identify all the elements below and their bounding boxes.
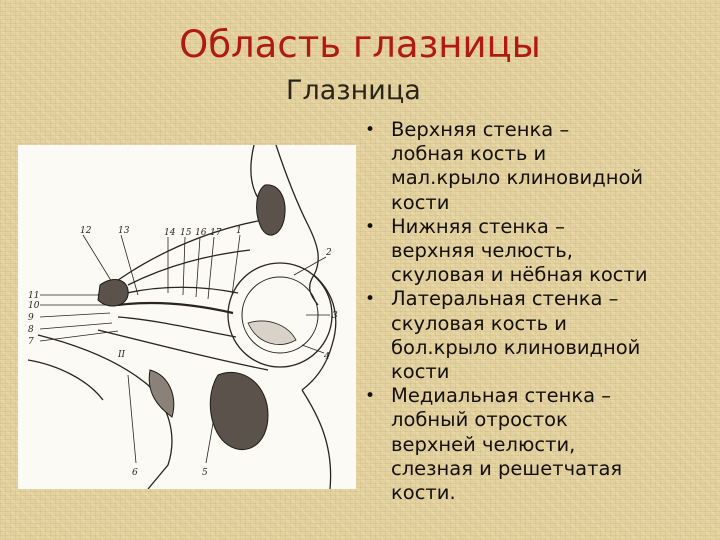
figure-label-II: II xyxy=(118,350,126,360)
slide-subtitle: Глазница xyxy=(286,75,421,106)
bullet-superior-wall xyxy=(362,118,712,215)
pterygoid-contour xyxy=(28,360,103,400)
bullet-marker: • xyxy=(365,289,376,310)
bullet-line: Нижняя стенка – xyxy=(391,214,565,238)
bullet-line: верхней челюсти, xyxy=(391,432,576,456)
figure-label-11: 11 xyxy=(28,291,40,301)
bullet-line: бол.крыло клиновидной xyxy=(391,335,641,359)
slide-title: Область глазницы xyxy=(179,23,541,66)
figure-label-4: 4 xyxy=(324,352,330,362)
figure-label-13: 13 xyxy=(118,226,130,236)
inferior-rectus xyxy=(118,317,236,337)
bullet-medial-wall xyxy=(362,384,712,505)
orbit-section-drawing xyxy=(18,145,356,489)
eyelid-shading xyxy=(248,321,296,344)
maxilla-contour xyxy=(38,335,172,489)
figure-label-5: 5 xyxy=(202,468,208,478)
bullet-line: верхняя челюсть, xyxy=(391,239,573,263)
bullet-marker: • xyxy=(365,216,376,237)
bullet-line: лобная кость и xyxy=(391,142,547,166)
palatine-bone xyxy=(149,370,174,417)
levator-muscle xyxy=(128,250,250,285)
optic-nerve xyxy=(118,303,233,313)
figure-label-9: 9 xyxy=(28,313,34,323)
figure-label-6: 6 xyxy=(132,468,138,478)
bullet-line: Верхняя стенка – xyxy=(391,118,570,141)
figure-label-7: 7 xyxy=(28,337,34,347)
cheek-contour xyxy=(302,390,331,489)
figure-label-14: 14 xyxy=(164,228,176,238)
figure-label-3: 3 xyxy=(332,311,338,321)
figure-label-16: 16 xyxy=(195,228,207,238)
bullet-line: кости. xyxy=(391,481,456,505)
bullet-inferior-wall xyxy=(362,215,712,288)
bullet-line: слезная и решетчатая xyxy=(391,456,623,480)
bullet-line: Латеральная стенка – xyxy=(391,287,619,311)
figure-label-2: 2 xyxy=(326,248,332,258)
figure-label-10: 10 xyxy=(28,301,40,311)
bullet-line: лобный отросток xyxy=(391,408,568,432)
figure-label-8: 8 xyxy=(28,325,34,335)
optic-canal xyxy=(98,280,128,306)
frontal-sinus xyxy=(257,185,285,235)
orbit-anatomy-illustration xyxy=(18,145,356,489)
bullet-line: кости xyxy=(391,360,450,384)
figure-label-17: 17 xyxy=(210,228,222,238)
bullet-line: кости xyxy=(391,190,450,214)
figure-label-12: 12 xyxy=(80,226,92,236)
bullet-line: Медиальная стенка – xyxy=(391,384,612,408)
orbit-walls-list xyxy=(362,118,712,505)
bullet-line: мал.крыло клиновидной xyxy=(391,166,644,190)
bullet-line: скуловая и нёбная кости xyxy=(391,263,648,287)
bullet-line: скуловая кость и xyxy=(391,311,567,335)
bullet-lateral-wall xyxy=(362,287,712,384)
eyelid-contour xyxy=(302,275,336,390)
maxillary-sinus xyxy=(210,372,268,449)
figure-label-1: 1 xyxy=(236,226,242,236)
figure-label-15: 15 xyxy=(180,228,192,238)
bullet-marker: • xyxy=(365,120,376,140)
bullet-marker: • xyxy=(365,386,376,407)
